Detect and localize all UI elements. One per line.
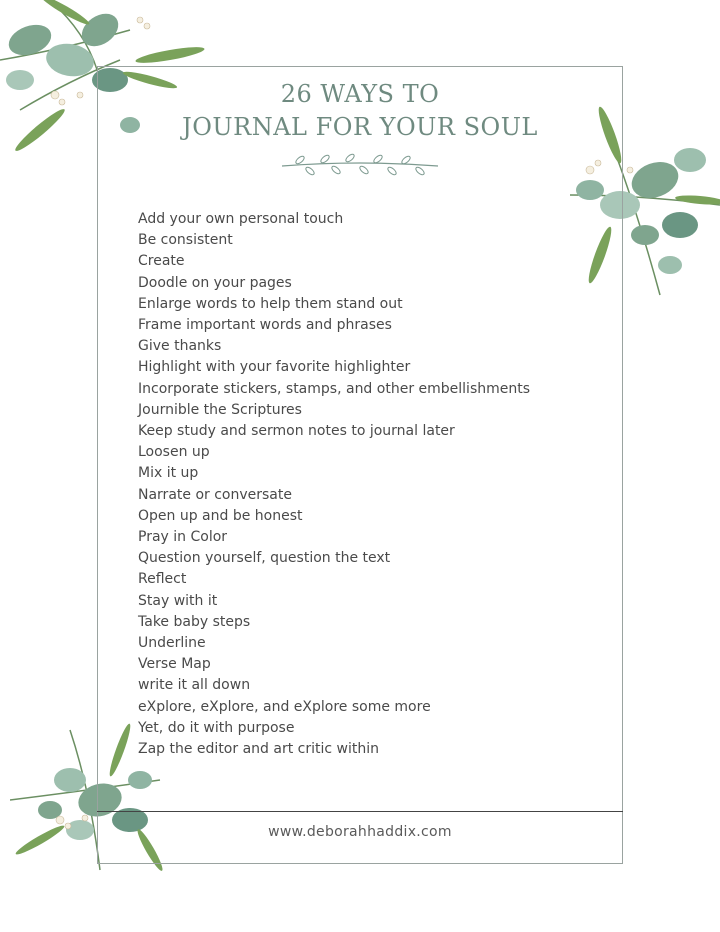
footer-divider — [97, 811, 623, 812]
list-item: Create — [138, 253, 185, 270]
list-item: Verse Map — [138, 656, 211, 673]
website-link[interactable]: www.deborahhaddix.com — [268, 824, 452, 840]
list-item: Incorporate stickers, stamps, and other embellishments — [138, 380, 531, 397]
list-item: Take baby steps — [138, 613, 251, 630]
list-item: Stay with it — [138, 592, 218, 609]
list-item: Pray in Color — [138, 529, 228, 546]
vine-divider-icon — [280, 152, 440, 180]
title-line-1: 26 WAYS TO — [280, 80, 440, 108]
list-item: Doodle on your pages — [138, 274, 292, 291]
list-item: Mix it up — [138, 465, 199, 482]
list-item: Add your own personal touch — [138, 211, 344, 227]
list-item: Journible the Scriptures — [138, 401, 302, 418]
list-item: Be consistent — [138, 232, 233, 249]
list-item: Underline — [138, 635, 206, 652]
list-item: Question yourself, question the text — [138, 550, 391, 567]
journal-ways-list — [138, 209, 530, 760]
list-item: Keep study and sermon notes to journal later — [138, 423, 455, 440]
list-item: write it all down — [138, 677, 251, 694]
list-item: Loosen up — [138, 444, 210, 461]
list-item: Enlarge words to help them stand out — [138, 295, 403, 312]
list-item: Give thanks — [138, 338, 222, 355]
title-line-2: JOURNAL FOR YOUR SOUL — [182, 113, 538, 141]
list-item: Frame important words and phrases — [138, 317, 392, 334]
list-item: Zap the editor and art critic within — [138, 741, 379, 758]
list-item: Narrate or conversate — [138, 486, 292, 503]
list-item: eXplore, eXplore, and eXplore some more — [138, 698, 431, 715]
list-item: Open up and be honest — [138, 507, 303, 524]
list-item: Highlight with your favorite highlighter — [138, 359, 411, 376]
list-item: Reflect — [138, 571, 187, 588]
list-item: Yet, do it with purpose — [138, 719, 295, 736]
